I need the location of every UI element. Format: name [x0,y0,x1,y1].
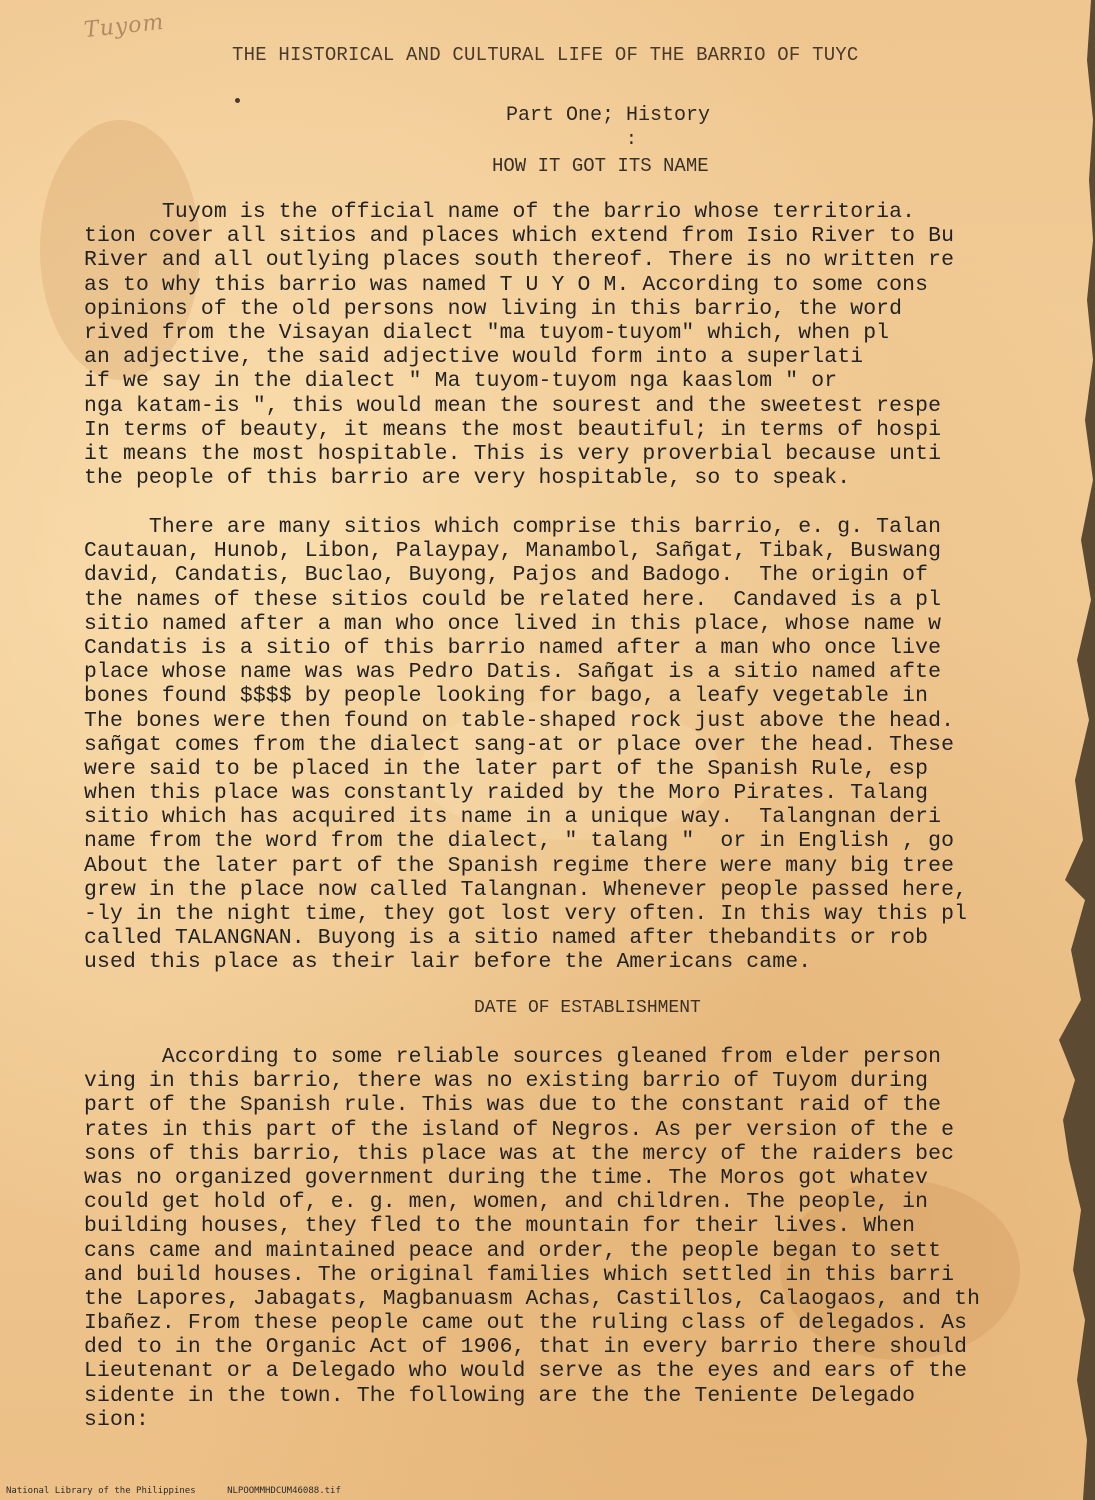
text-line: could get hold of, e. g. men, women, and children. The people, in [84,1190,929,1215]
text-line: grew in the place now called Talangnan. Whenever people passed here, [84,877,968,902]
text-line: david, Candatis, Buclao, Buyong, Pajos and Badogo. The origin of [84,563,929,588]
paragraph-sitios [84,515,1064,975]
text-line: the people of this barrio are very hospitable, so to speak. [84,466,851,491]
text-line: as to why this barrio was named T U Y O M. According to some cons [84,272,929,297]
section-heading-establishment: DATE OF ESTABLISHMENT [474,998,701,1018]
part-colon: : [626,130,637,150]
library-credit: National Library of the Philippines [6,1486,196,1496]
text-line: sons of this barrio, this place was at the mercy of the raiders bec [84,1141,955,1166]
paragraph-name-origin [84,200,1064,490]
text-line: the names of these sitios could be related here. Candaved is a pl [84,587,942,612]
text-line: There are many sitios which comprise this barrio, e. g. Talan [84,515,942,539]
text-line: nga katam-is ", this would mean the sourest and the sweetest respe [84,393,942,418]
text-line: rates in this part of the island of Negros. As per version of the e [84,1117,955,1142]
ink-dot [235,98,240,103]
text-line: building houses, they fled to the mountain for their lives. When [84,1214,916,1239]
section-heading-name: HOW IT GOT ITS NAME [492,155,709,177]
text-line: an adjective, the said adjective would form into a superlati [84,345,864,370]
file-name: NLPOOMMHDCUM46088.tif [227,1486,341,1496]
text-line: opinions of the old persons now living in this barrio, the word [84,296,903,321]
text-line: Cautauan, Hunob, Libon, Palaypay, Manambol, Sañgat, Tibak, Buswang [84,539,942,564]
text-line: the Lapores, Jabagats, Magbanuasm Achas, Castillos, Calaogaos, and th [84,1286,981,1311]
document-title: THE HISTORICAL AND CULTURAL LIFE OF THE BARRIO OF TUYC [232,44,859,66]
text-line: sañgat comes from the dialect sang-at or place over the head. These [84,732,955,757]
text-line: and build houses. The original families which settled in this barri [84,1262,955,1287]
text-line: called TALANGNAN. Buyong is a sitio named after thebandits or rob [84,926,929,951]
text-line: ded to in the Organic Act of 1906, that in every barrio there should [84,1335,968,1360]
scan-footer [6,1486,367,1496]
paragraph-establishment [84,1045,1064,1432]
text-line: place whose name was was Pedro Datis. Sañgat is a sitio named afte [84,660,942,685]
text-line: tion cover all sitios and places which extend from Isio River to Bu [84,224,955,249]
text-line: sitio named after a man who once lived in this place, whose name w [84,611,942,636]
text-line: Lieutenant or a Delegado who would serve as the eyes and ears of the [84,1359,968,1384]
text-line: part of the Spanish rule. This was due to the constant raid of the [84,1093,942,1118]
text-line: Ibañez. From these people came out the ruling class of delegados. As [84,1311,968,1336]
handwritten-annotation: Tuyom [82,9,166,44]
text-line: used this place as their lair before the Americans came. [84,950,812,975]
text-line: bones found $$$$ by people looking for bago, a leafy vegetable in [84,684,929,709]
text-line: sion: [84,1407,149,1432]
text-line: was no organized government during the time. The Moros got whatev [84,1165,929,1190]
text-line: rived from the Visayan dialect "ma tuyom-tuyom" which, when pl [84,320,890,345]
text-line: In terms of beauty, it means the most beautiful; in terms of hospi [84,417,942,442]
text-line: River and all outlying places south thereof. There is no written re [84,248,955,273]
text-line: cans came and maintained peace and order, the people began to sett [84,1238,942,1263]
text-line: sitio which has acquired its name in a unique way. Talangnan deri [84,805,942,830]
text-line: were said to be placed in the later part of the Spanish Rule, esp [84,756,929,781]
torn-page-edge [1025,0,1095,1500]
text-line: The bones were then found on table-shaped rock just above the head. [84,708,955,733]
text-line: if we say in the dialect " Ma tuyom-tuyom nga kaaslom " or [84,369,838,394]
text-line: About the later part of the Spanish regime there were many big tree [84,853,955,878]
text-line: name from the word from the dialect, " talang " or in English , go [84,829,955,854]
text-line: Tuyom is the official name of the barrio whose territoria. [84,200,916,224]
text-line: sidente in the town. The following are the the Teniente Delegado [84,1383,916,1408]
text-line: Candatis is a sitio of this barrio named after a man who once live [84,635,942,660]
text-line: when this place was constantly raided by the Moro Pirates. Talang [84,781,929,806]
text-line: ving in this barrio, there was no existing barrio of Tuyom during [84,1069,929,1094]
text-line: According to some reliable sources gleaned from elder person [84,1045,942,1069]
text-line: it means the most hospitable. This is very proverbial because unti [84,441,942,466]
part-heading: Part One; History [506,104,711,127]
text-line: -ly in the night time, they got lost very often. In this way this pl [84,902,968,926]
